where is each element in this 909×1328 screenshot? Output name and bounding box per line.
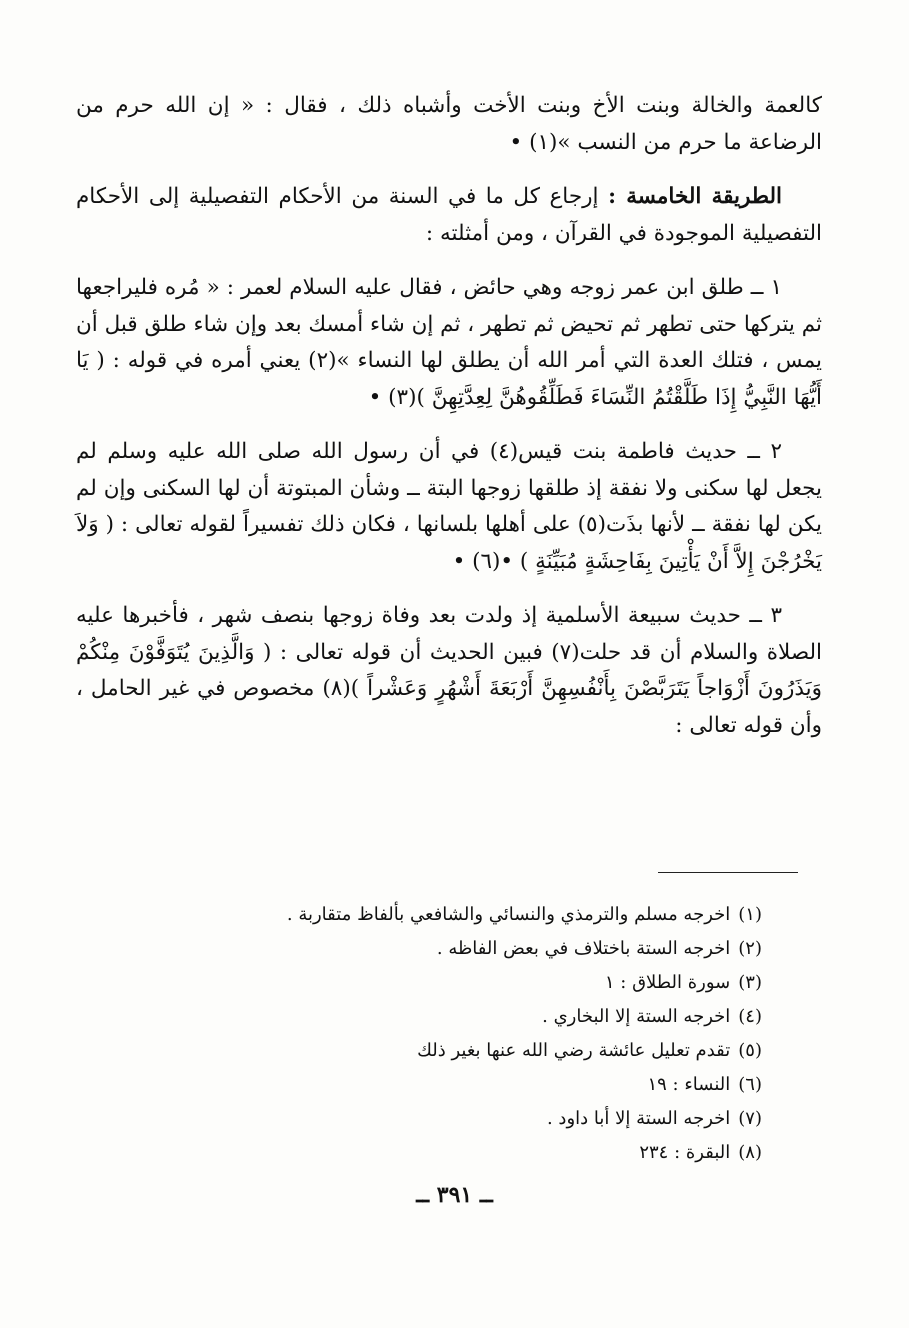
footnote-item — [150, 1136, 762, 1170]
footnote-item — [150, 966, 762, 1000]
footnote-text: البقرة : ٢٣٤ — [639, 1142, 731, 1163]
footnote-text: اخرجه الستة إلا البخاري . — [542, 1006, 731, 1027]
footnote-text: اخرجه الستة باختلاف في بعض الفاظه . — [436, 938, 731, 959]
method-heading: الطريقة الخامسة : — [608, 184, 782, 209]
footnote-number: (٢) — [738, 938, 762, 959]
footnote-text: تقدم تعليل عائشة رضي الله عنها بغير ذلك — [417, 1040, 731, 1061]
footnote-text: اخرجه مسلم والترمذي والنسائي والشافعي بألفاظ متقاربة . — [286, 904, 731, 925]
example-three: ٣ ــ حديث سبيعة الأسلمية إذ ولدت بعد وفاة زوجها بنصف شهر ، فأخبرها عليه الصلاة والسلام أن قد حلت(٧) فبين الحديث أن قوله تعالى : ( وَالَّذِينَ يُتَوَفَّوْنَ مِنْكُمْ وَيَذَرُونَ أَزْوَاجاً يَتَرَبَّصْنَ بِأَنْفُسِهِنَّ أَرْبَعَةَ أَشْهُرٍ وَعَشْراً )(٨) مخصوص في غير الحامل ، وأن قوله تعالى : — [76, 603, 822, 738]
footnote-text: اخرجه الستة إلا أبا داود . — [546, 1108, 731, 1129]
footnote-item — [150, 1068, 762, 1102]
example-two: ٢ ــ حديث فاطمة بنت قيس(٤) في أن رسول الله صلى الله عليه وسلم لم يجعل لها سكنى ولا نفقة إذ طلقها زوجها البتة ــ وشأن المبتوتة أن لها السكنى وإن لم يكن لها نفقة ــ لأنها بذَت(٥) على أهلها بلسانها ، فكان ذلك تفسيراً لقوله تعالى : ( وَلاَ يَخْرُجْنَ إِلاَّ أَنْ يَأْتِينَ بِفَاحِشَةٍ مُبَيِّنَةٍ ) •(٦) • — [76, 439, 822, 574]
main-text — [76, 88, 822, 762]
footnotes — [150, 898, 762, 1170]
footnote-number: (١) — [738, 904, 762, 925]
footnote-item — [150, 1102, 762, 1136]
footnote-text: النساء : ١٩ — [647, 1074, 731, 1095]
footnote-item — [150, 898, 762, 932]
example-one: ١ ــ طلق ابن عمر زوجه وهي حائض ، فقال عليه السلام لعمر : « مُره فليراجعها ثم يتركها حتى تطهر ثم تحيض ثم تطهر ، ثم إن شاء أمسك بعد وإن شاء طلق قبل أن يمس ، فتلك العدة التي أمر الله أن يطلق لها النساء »(٢) يعني أمره في قوله : ( يَا أَيُّهَا النَّبِيُّ إِذَا طَلَّقْتُمُ النِّسَاءَ فَطَلِّقُوهُنَّ لِعِدَّتِهِنَّ )(٣) • — [76, 275, 822, 410]
footnote-item — [150, 1000, 762, 1034]
footnote-separator — [658, 872, 798, 873]
footnote-number: (٦) — [738, 1074, 762, 1095]
method-description: إرجاع كل ما في السنة من الأحكام التفصيلية إلى الأحكام التفصيلية الموجودة في القرآن ، ومن أمثلته : — [76, 184, 822, 246]
footnote-item — [150, 1034, 762, 1068]
footnote-item — [150, 932, 762, 966]
footnote-number: (٥) — [738, 1040, 762, 1061]
footnote-text: سورة الطلاق : ١ — [604, 972, 731, 993]
paragraph-method-five — [76, 179, 822, 252]
footnote-number: (٨) — [738, 1142, 762, 1163]
page-number: ــ ٣٩١ ــ — [416, 1182, 493, 1208]
footnote-number: (٤) — [738, 1006, 762, 1027]
paragraph-continuation: كالعمة والخالة وبنت الأخ وبنت الأخت وأشباه ذلك ، فقال : « إن الله حرم من الرضاعة ما حرم من النسب »(١) • — [76, 93, 822, 155]
footnote-number: (٧) — [738, 1108, 762, 1129]
footnote-number: (٣) — [738, 972, 762, 993]
